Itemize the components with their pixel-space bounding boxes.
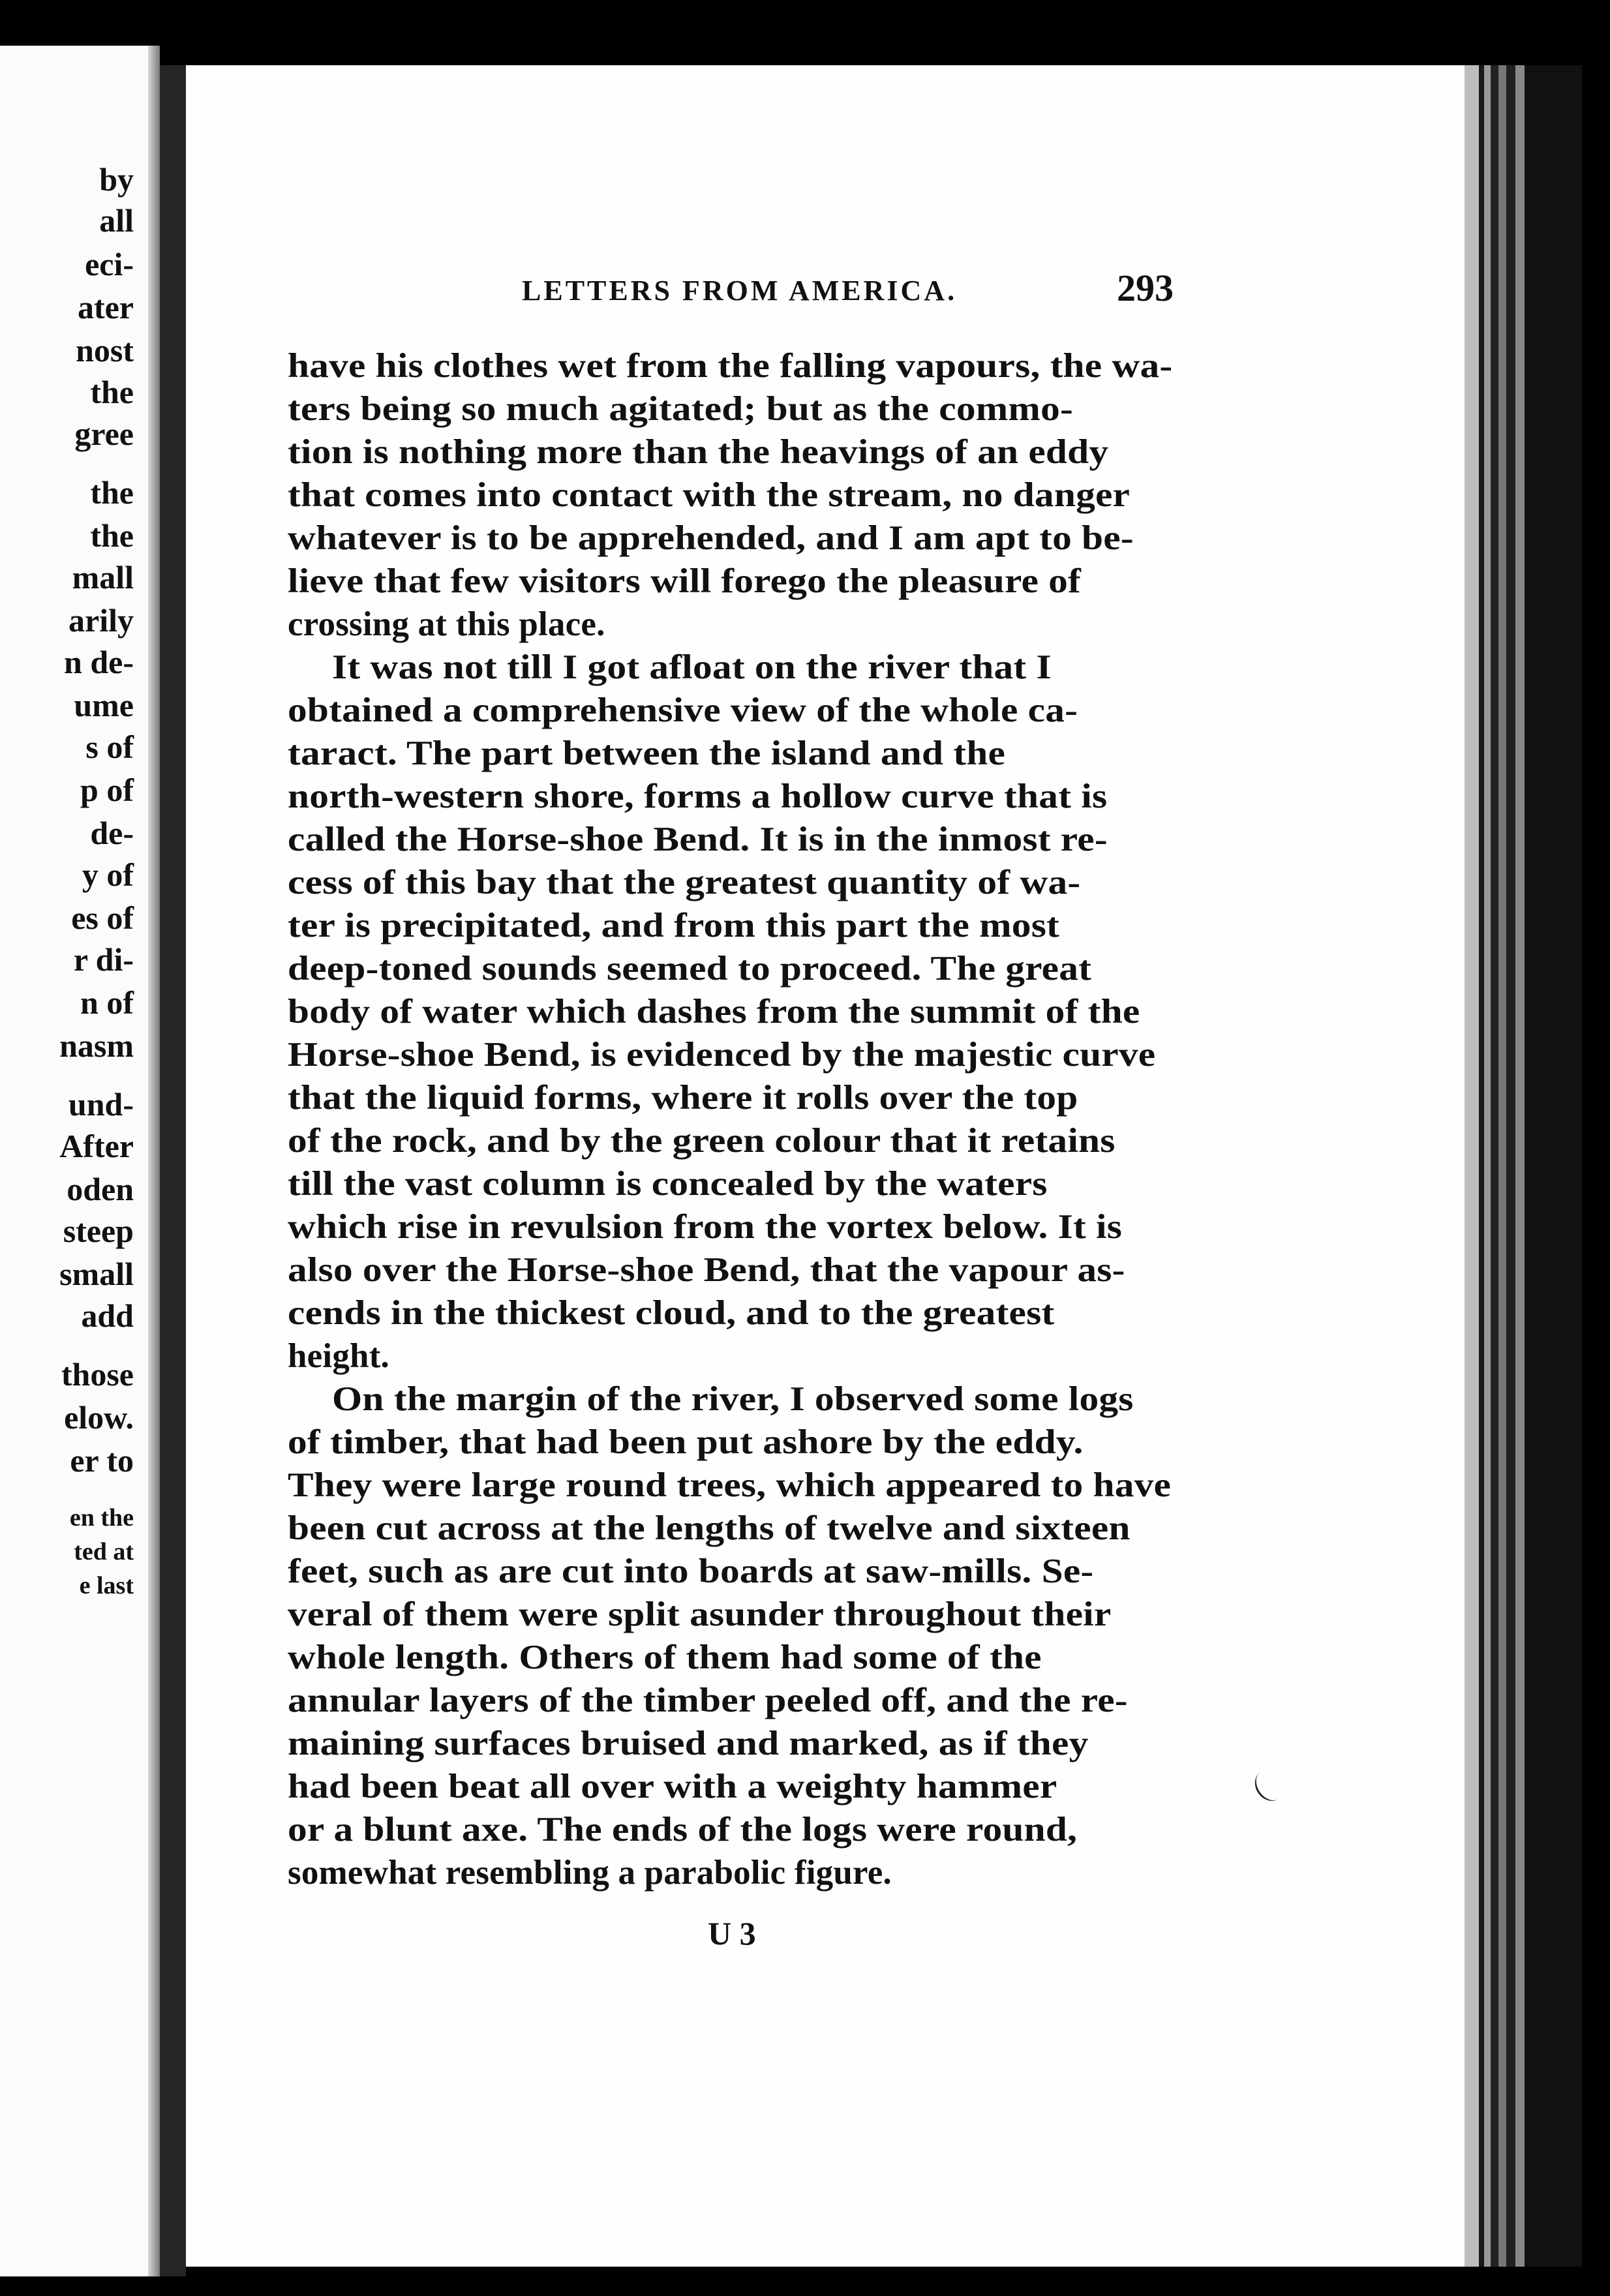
text-line: obtained a comprehensive view of the whole ca- (288, 691, 1078, 729)
signature-mark: U 3 (708, 1915, 756, 1952)
left-fragment: the (90, 474, 134, 511)
text-line: north-western shore, forms a hollow curve that is (288, 778, 1108, 815)
left-fragment: by (99, 161, 134, 198)
text-line: whatever is to be apprehended, and I am apt to be- (288, 519, 1134, 557)
text-line: Horse-shoe Bend, is evidenced by the majestic curve (288, 1036, 1156, 1074)
page-number: 293 (1117, 267, 1174, 309)
text-line: ter is precipitated, and from this part the most (288, 907, 1060, 944)
text-line: that comes into contact with the stream, no danger (288, 476, 1131, 514)
left-fragment: the (90, 517, 134, 554)
text-line: called the Horse-shoe Bend. It is in the inmost re- (288, 821, 1108, 858)
text-line: which rise in revulsion from the vortex below. It is (288, 1208, 1123, 1246)
text-line: lieve that few visitors will forego the pleasure of (288, 562, 1081, 600)
left-page-gutter-shadow (148, 46, 160, 2276)
text-line: On the margin of the river, I observed some logs (332, 1380, 1134, 1418)
left-fragment: oden (67, 1171, 134, 1207)
left-fragment: mall (72, 559, 134, 596)
left-fragment: elow. (64, 1399, 134, 1436)
left-footnote-fragment: ted at (74, 1538, 134, 1565)
text-line: They were large round trees, which appeared to have (288, 1466, 1172, 1504)
left-fragment: nasm (59, 1027, 134, 1064)
text-line: somewhat resembling a parabolic figure. (288, 1854, 892, 1892)
text-line: tion is nothing more than the heavings of an eddy (288, 433, 1109, 471)
book-spine (160, 65, 186, 2276)
left-fragment: und- (68, 1086, 134, 1123)
text-line: ters being so much agitated; but as the commo- (288, 390, 1073, 428)
text-line: crossing at this place. (288, 605, 605, 643)
text-line: had been beat all over with a weighty hammer (288, 1768, 1057, 1805)
text-line: deep-toned sounds seemed to proceed. The great (288, 950, 1092, 988)
left-fragment: s of (85, 729, 134, 765)
text-line: cess of this bay that the greatest quantity of wa- (288, 864, 1081, 901)
text-line: maining surfaces bruised and marked, as if they (288, 1725, 1089, 1762)
left-fragment: de- (90, 815, 134, 851)
left-fragment: steep (63, 1213, 134, 1249)
left-fragment: add (81, 1297, 134, 1334)
left-fragment: the (90, 374, 134, 410)
text-line: of timber, that had been put ashore by the eddy. (288, 1423, 1084, 1461)
left-fragment: nost (76, 332, 134, 369)
left-fragment: er to (70, 1442, 134, 1479)
running-head: LETTERS FROM AMERICA. (522, 275, 958, 307)
left-fragment: those (61, 1356, 134, 1393)
left-fragment: p of (80, 772, 134, 808)
text-line: taract. The part between the island and the (288, 734, 1006, 772)
text-line: feet, such as are cut into boards at saw-mills. Se- (288, 1552, 1094, 1590)
text-line: height. (288, 1337, 390, 1375)
left-fragment: After (59, 1128, 134, 1164)
previous-page-fragment (0, 46, 160, 2276)
left-footnote-fragment: en the (69, 1504, 134, 1532)
left-fragment: ater (77, 289, 134, 325)
left-fragment: n de- (64, 644, 134, 680)
text-line: cends in the thickest cloud, and to the greatest (288, 1294, 1055, 1332)
text-line: of the rock, and by the green colour that it retains (288, 1122, 1116, 1160)
text-line: whole length. Others of them had some of the (288, 1639, 1042, 1676)
left-fragment: n of (80, 984, 134, 1021)
left-fragment: arily (68, 602, 134, 639)
left-footnote-fragment: e last (79, 1572, 134, 1599)
text-line: have his clothes wet from the falling vapours, the wa- (288, 347, 1173, 385)
left-fragment: r di- (73, 941, 134, 978)
left-fragment: es of (71, 899, 134, 936)
page-stack-edge (1465, 65, 1582, 2267)
left-fragment: eci- (85, 246, 134, 282)
text-line: annular layers of the timber peeled off, and the re- (288, 1682, 1128, 1719)
text-line: that the liquid forms, where it rolls over the top (288, 1079, 1078, 1117)
text-line: been cut across at the lengths of twelve and sixteen (288, 1509, 1131, 1547)
left-fragment: small (59, 1256, 134, 1292)
left-fragment: y of (82, 856, 134, 893)
text-line: or a blunt axe. The ends of the logs were round, (288, 1811, 1078, 1849)
text-line: also over the Horse-shoe Bend, that the vapour as- (288, 1251, 1125, 1289)
text-line: It was not till I got afloat on the river that I (332, 648, 1052, 686)
left-fragment: all (99, 202, 134, 239)
left-fragment: ume (74, 687, 134, 723)
text-line: body of water which dashes from the summit of the (288, 993, 1140, 1031)
text-line: till the vast column is concealed by the waters (288, 1165, 1048, 1203)
left-fragment: gree (74, 415, 134, 452)
text-line: veral of them were split asunder throughout their (288, 1595, 1112, 1633)
